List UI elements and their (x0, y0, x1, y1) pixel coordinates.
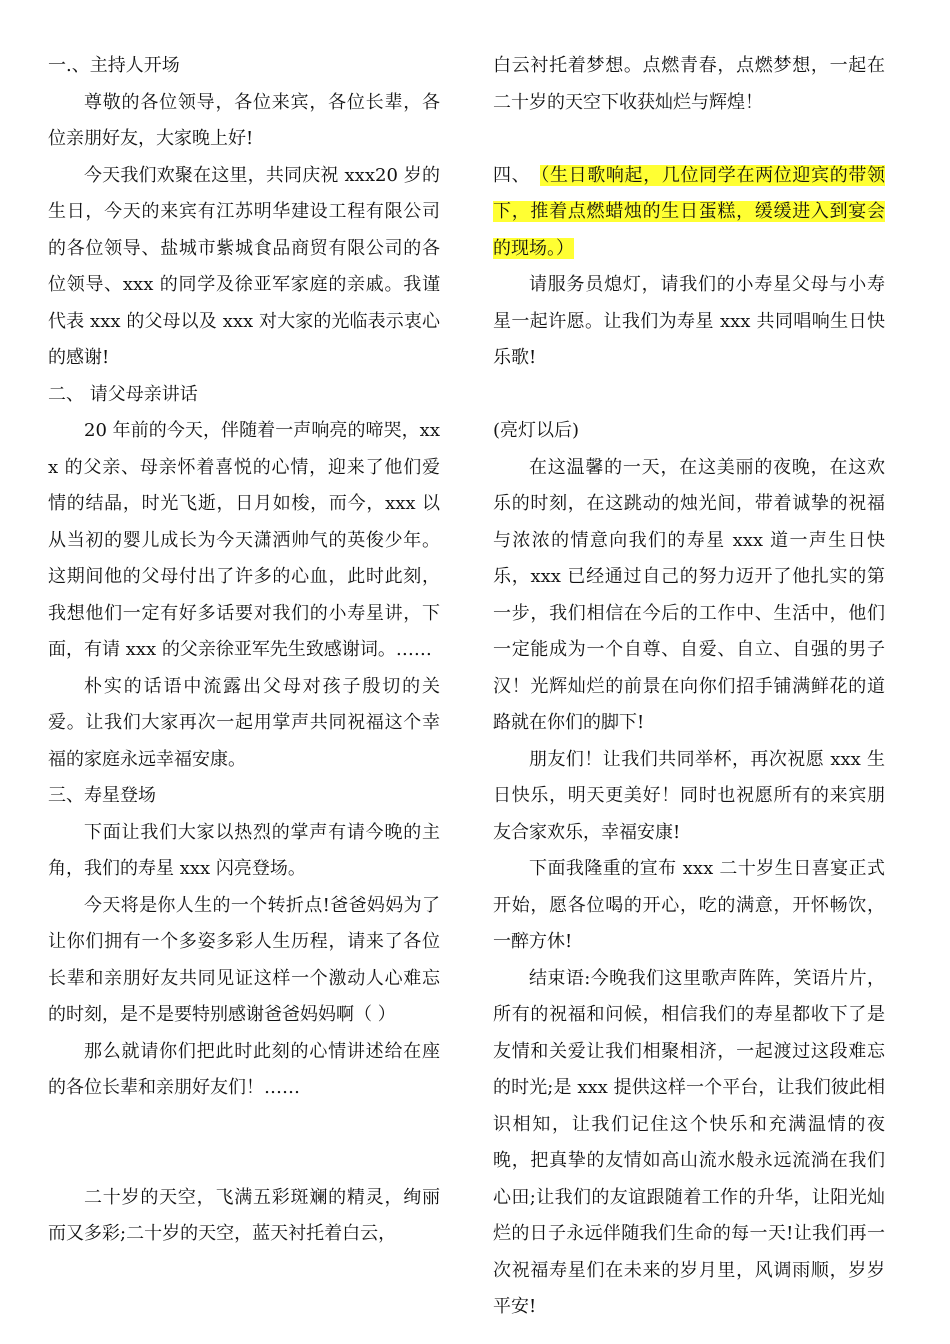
parents-paragraph: 20 年前的今天，伴随着一声响亮的啼哭，xxx 的父亲、母亲怀着喜悦的心情，迎来了他们爱情的结晶，时光飞逝，日月如梭，而今，xxx 以从当初的婴儿成长为今天潇洒帅气的英俊少年。这期间他的父母付出了许多的心血，此时此刻，我想他们一定有好多话要对我们的小寿星讲，下面，有请 xxx 的父亲徐亚军先生致感谢词。…… (48, 420, 440, 660)
spacer (48, 1107, 440, 1180)
spacer (493, 121, 885, 158)
lights-on-note: (亮灯以后) (493, 420, 580, 441)
section-2-heading: 二、 请父母亲讲话 (48, 383, 198, 405)
twenty-sky-continued: 白云衬托着梦想。点燃青春，点燃梦想，一起在二十岁的天空下收获灿烂与辉煌！ (493, 55, 885, 113)
banquet-start-paragraph: 下面我隆重的宣布 xxx 二十岁生日喜宴正式开始，愿各位喝的开心，吃的满意，开怀畅饮，一醉方休! (493, 858, 885, 952)
right-column (493, 48, 885, 1326)
section-3-heading: 三、寿星登场 (48, 785, 156, 806)
turning-point-paragraph: 今天将是你人生的一个转折点!爸爸妈妈为了让你们拥有一个多姿多彩人生历程，请来了各位长辈和亲朋好友共同见证这样一个激动人心难忘的时刻，是不是要特别感谢爸爸妈妈啊（ ） (48, 894, 440, 1025)
greeting-paragraph: 尊敬的各位领导，各位来宾，各位长辈，各位亲朋好友，大家晚上好! (48, 91, 440, 149)
toast-paragraph: 朋友们！让我们共同举杯，再次祝愿 xxx 生日快乐，明天更美好！同时也祝愿所有的来宾朋友合家欢乐，幸福安康! (493, 748, 885, 843)
make-a-wish-paragraph: 请服务员熄灯，请我们的小寿星父母与小寿星一起许愿。让我们为寿星 xxx 共同唱响生日快乐歌! (493, 274, 885, 368)
closing-remarks-paragraph: 结束语:今晚我们这里歌声阵阵，笑语片片，所有的祝福和问候，相信我们的寿星都收下了是友情和关爱让我们相聚相济，一起渡过这段难忘的时光;是 xxx 提供这样一个平台，让我们彼此相识相知，让我们记住这个快乐和充满温情的夜晚，把真挚的友情如高山流水般永远流淌在我们心田;让我们的友谊跟随着工作的升华，让阳光灿烂的日子永远伴随我们生命的每一天!让我们再一次祝福寿星们在未来的岁月里，风调雨顺，岁岁平安! (493, 967, 885, 1317)
twenty-sky-paragraph: 二十岁的天空，飞满五彩斑斓的精灵，绚丽而又多彩;二十岁的天空，蓝天衬托着白云， (48, 1186, 440, 1244)
section-4-label: 四、 (493, 164, 531, 186)
warm-day-paragraph: 在这温馨的一天，在这美丽的夜晚，在这欢乐的时刻，在这跳动的烛光间，带着诚挚的祝福与浓浓的情意向我们的寿星 xxx 道一声生日快乐，xxx 已经通过自己的努力迈开了他扎实的第一步，我们相信在今后的工作中、生活中，他们一定能成为一个自尊、自爱、自立、自强的男子汉！光辉灿烂的前景在向你们招手铺满鲜花的道路就在你们的脚下! (493, 456, 885, 733)
highlighted-stage-direction: （生日歌响起，几位同学在两位迎宾的带领下，推着点燃蜡烛的生日蛋糕，缓缓进入到宴会的现场。） (493, 164, 886, 259)
share-feelings-paragraph: 那么就请你们把此时此刻的心情讲述给在座的各位长辈和亲朋好友们！…… (48, 1040, 440, 1098)
blessing-paragraph: 朴实的话语中流露出父母对孩子殷切的关爱。让我们大家再次一起用掌声共同祝福这个幸福的家庭永远幸福安康。 (48, 675, 440, 770)
welcome-paragraph: 今天我们欢聚在这里，共同庆祝 xxx20 岁的生日，今天的来宾有江苏明华建设工程有限公司的各位领导、盐城市紫城食品商贸有限公司的各位领导、xxx 的同学及徐亚军家庭的亲戚。我谨代表 xxx 的父母以及 xxx 对大家的光临表示衷心的感谢! (48, 164, 440, 368)
left-column (48, 48, 440, 1253)
section-4-heading (493, 158, 885, 268)
birthday-star-paragraph: 下面让我们大家以热烈的掌声有请今晚的主角，我们的寿星 xxx 闪亮登场。 (48, 821, 440, 879)
section-1-heading: 一.、主持人开场 (48, 55, 180, 76)
spacer (493, 377, 885, 414)
